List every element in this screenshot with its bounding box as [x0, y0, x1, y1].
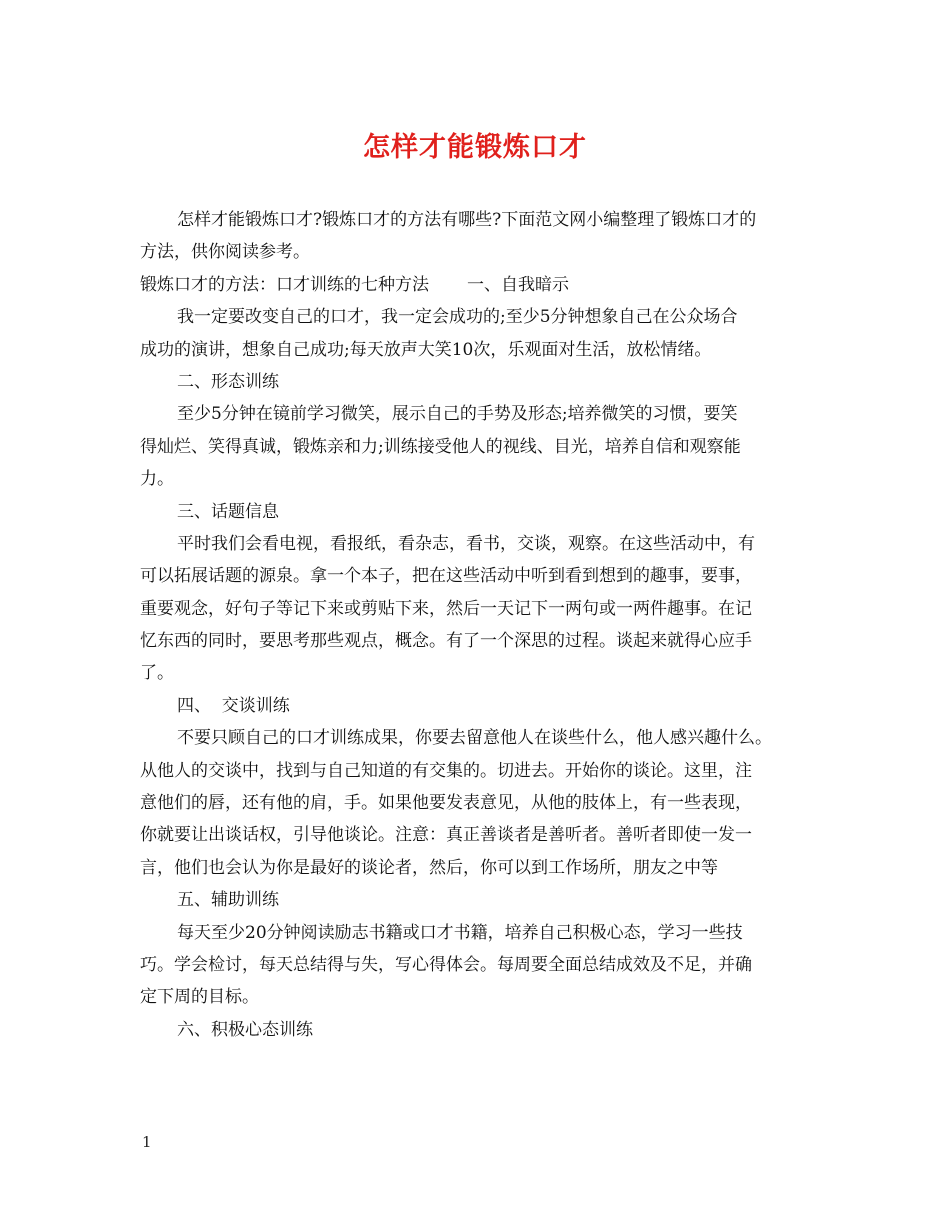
paragraph-line: 重要观念，好句子等记下来或剪贴下来，然后一天记下一两句或一两件趣事。在记 — [140, 598, 752, 619]
section-heading-4: 四、 交谈训练 — [177, 695, 290, 716]
paragraph-line: 得灿烂、笑得真诚，锻炼亲和力;训练接受他人的视线、目光，培养自信和观察能 — [140, 436, 741, 457]
paragraph-line: 言，他们也会认为你是最好的谈论者，然后，你可以到工作场所，朋友之中等 — [140, 857, 718, 878]
paragraph-line: 力。 — [140, 469, 174, 490]
paragraph-line: 至少5分钟在镜前学习微笑，展示自己的手势及形态;培养微笑的习惯，要笑 — [177, 404, 738, 425]
paragraph-line: 不要只顾自己的口才训练成果，你要去留意他人在谈些什么，他人感兴趣什么。 — [177, 728, 772, 749]
section-heading-2: 二、形态训练 — [177, 371, 279, 392]
section-heading-1: 一、自我暗示 — [467, 274, 569, 295]
document-title: 怎样才能锻炼口才 — [363, 132, 587, 163]
paragraph-line: 你就要让出谈话权，引导他谈论。注意：真正善谈者是善听者。善听者即使一发一 — [140, 825, 752, 846]
paragraph-line: 忆东西的同时，要思考那些观点，概念。有了一个深思的过程。谈起来就得心应手 — [140, 631, 752, 652]
paragraph-line: 意他们的唇，还有他的肩，手。如果他要发表意见，从他的肢体上，有一些表现， — [140, 793, 752, 814]
paragraph-line: 了。 — [140, 663, 174, 684]
paragraph-line: 巧。学会检讨，每天总结得与失，写心得体会。每周要全面总结成效及不足，并确 — [140, 954, 752, 975]
paragraph-line: 定下周的目标。 — [140, 987, 259, 1008]
paragraph-line: 可以拓展话题的源泉。拿一个本子，把在这些活动中听到看到想到的趣事，要事， — [140, 566, 752, 587]
section-heading-3: 三、话题信息 — [177, 501, 279, 522]
page-number: 1 — [142, 1133, 152, 1151]
paragraph-line: 每天至少20分钟阅读励志书籍或口才书籍，培养自己积极心态，学习一些技 — [177, 922, 743, 943]
document-body — [140, 204, 820, 1046]
paragraph-line: 平时我们会看电视，看报纸，看杂志，看书，交谈，观察。在这些活动中，有 — [177, 533, 755, 554]
paragraph-line: 方法，供你阅读参考。 — [140, 242, 310, 263]
paragraph-line: 怎样才能锻炼口才?锻炼口才的方法有哪些?下面范文网小编整理了锻炼口才的 — [177, 210, 757, 230]
paragraph-line: 我一定要改变自己的口才，我一定会成功的;至少5分钟想象自己在公众场合 — [177, 307, 738, 328]
paragraph-line: 从他人的交谈中，找到与自己知道的有交集的。切进去。开始你的谈论。这里，注 — [140, 760, 752, 781]
section-heading-6: 六、积极心态训练 — [177, 1019, 313, 1040]
paragraph-line: 锻炼口才的方法：口才训练的七种方法 一、自我暗示 — [140, 274, 569, 295]
section-heading-5: 五、辅助训练 — [177, 890, 279, 911]
paragraph-line: 成功的演讲，想象自己成功;每天放声大笑10次，乐观面对生活，放松情绪。 — [140, 339, 712, 360]
